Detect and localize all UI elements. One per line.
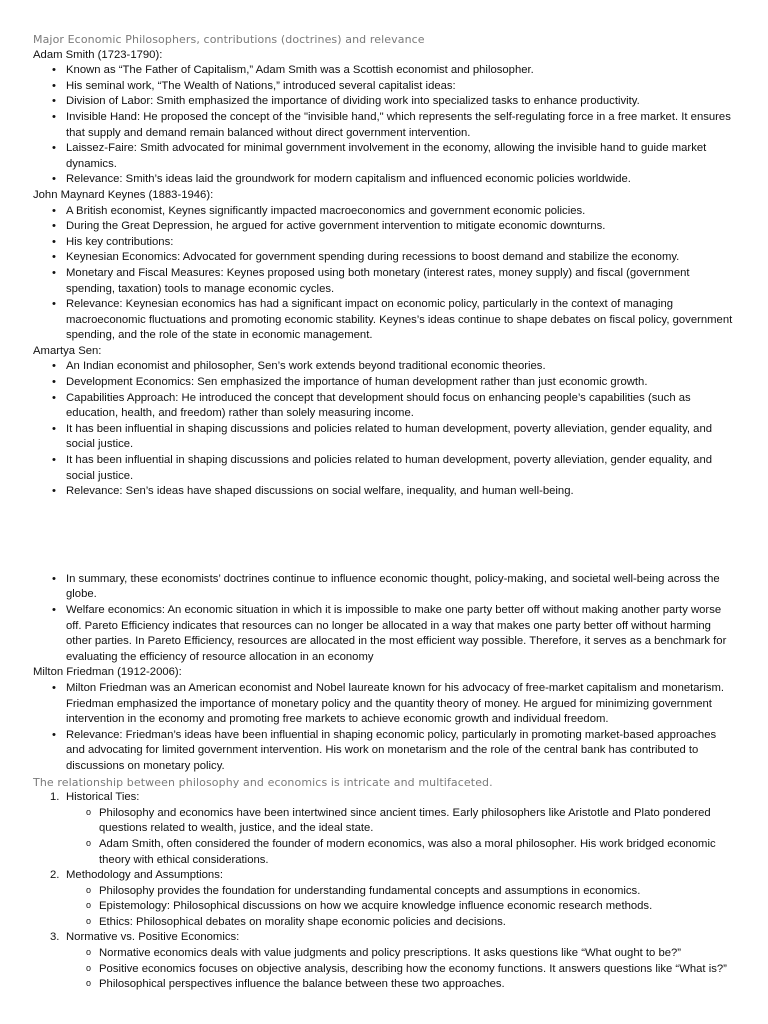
numbered-item-normative-positive: [50, 930, 733, 992]
numbered-item-historical-ties: [50, 790, 733, 868]
sub-list-item: o Ethics: Philosophical debates on morality shape economic policies and decisions.: [99, 915, 733, 931]
item-title: Historical Ties:: [66, 791, 140, 804]
summary-bullet-list: [33, 572, 733, 666]
item-number: 3.: [50, 931, 60, 944]
section-heading-relationship: The relationship between philosophy and economics is intricate and multifaceted.: [33, 775, 493, 789]
document-page: [33, 32, 733, 993]
item-title: Normative vs. Positive Economics:: [66, 931, 240, 944]
sub-list: [66, 946, 733, 993]
list-item: • It has been influential in shaping discussions and policies related to human development, poverty alleviation, gender equality, and social justice.: [66, 453, 733, 484]
list-item: • Invisible Hand: He proposed the concept of the "invisible hand," which represents the self-regulating force in a free market. It ensures that supply and demand remain balanced without direct government intervention.: [66, 110, 733, 141]
list-item: • Welfare economics: An economic situation in which it is impossible to make one party better off without making another party worse off. Pareto Efficiency indicates that resources can no longer be allocated in a way that makes one party better off without harming other parties. In Pareto Efficiency, resources are allocated in the most efficient way possible. Therefore, it serves as a benchmark for evaluating the efficiency of resource allocation in an economy: [66, 603, 733, 665]
smith-bullet-list: [33, 63, 733, 188]
philosopher-name-friedman: Milton Friedman (1912-2006):: [33, 666, 182, 679]
list-item: • Relevance: Friedman’s ideas have been influential in shaping economic policy, particularly in promoting market-based approaches and advocating for limited government intervention. His work on monetarism and the role of the central bank has contributed to discussions on monetary policy.: [66, 728, 733, 775]
list-item: • An Indian economist and philosopher, Sen’s work extends beyond traditional economic theories.: [66, 359, 733, 375]
sub-list-item: o Positive economics focuses on objective analysis, describing how the economy functions. It answers questions like “What is?”: [99, 962, 733, 978]
list-item: • Relevance: Sen’s ideas have shaped discussions on social welfare, inequality, and human well-being.: [66, 484, 733, 500]
sub-list-item: o Philosophy provides the foundation for understanding fundamental concepts and assumptions in economics.: [99, 884, 733, 900]
item-number: 2.: [50, 869, 60, 882]
list-item: • Relevance: Keynesian economics has had a significant impact on economic policy, particularly in the context of managing macroeconomic fluctuations and promoting economic stability. Keynes’s ideas continue to shape debates on fiscal policy, government spending, and the role of the state in economic management.: [66, 297, 733, 344]
list-item: • Division of Labor: Smith emphasized the importance of dividing work into specialized tasks to enhance productivity.: [66, 94, 733, 110]
list-item: • His key contributions:: [66, 235, 733, 251]
sub-list: [66, 884, 733, 931]
sen-bullet-list: [33, 359, 733, 499]
sub-list-item: o Normative economics deals with value judgments and policy prescriptions. It asks questions like “What ought to be?”: [99, 946, 733, 962]
friedman-bullet-list: [33, 681, 733, 775]
keynes-bullet-list: [33, 204, 733, 344]
list-item: • During the Great Depression, he argued for active government intervention to mitigate economic downturns.: [66, 219, 733, 235]
list-item: • Development Economics: Sen emphasized the importance of human development rather than just economic growth.: [66, 375, 733, 391]
philosopher-name-sen: Amartya Sen:: [33, 344, 102, 357]
item-number: 1.: [50, 791, 60, 804]
list-item: • It has been influential in shaping discussions and policies related to human development, poverty alleviation, gender equality, and social justice.: [66, 422, 733, 453]
sub-list-item: o Adam Smith, often considered the founder of modern economics, was also a moral philosopher. His work bridged economic theory with ethical considerations.: [99, 837, 733, 868]
sub-list-item: o Epistemology: Philosophical discussions on how we acquire knowledge influence economic research methods.: [99, 899, 733, 915]
numbered-item-methodology: [50, 868, 733, 930]
sub-list-item: o Philosophy and economics have been intertwined since ancient times. Early philosophers like Aristotle and Plato pondered questions related to wealth, justice, and the ideal state.: [99, 806, 733, 837]
sub-list-item: o Philosophical perspectives influence the balance between these two approaches.: [99, 977, 733, 993]
list-item: • Relevance: Smith’s ideas laid the groundwork for modern capitalism and influenced economic policies worldwide.: [66, 172, 733, 188]
relationship-numbered-list: [33, 790, 733, 993]
list-item: • Laissez-Faire: Smith advocated for minimal government involvement in the economy, allowing the invisible hand to guide market dynamics.: [66, 141, 733, 172]
list-item: • Known as “The Father of Capitalism,” Adam Smith was a Scottish economist and philosopher.: [66, 63, 733, 79]
list-item: • Capabilities Approach: He introduced the concept that development should focus on enhancing people’s capabilities (such as education, health, and freedom) rather than solely measuring income.: [66, 391, 733, 422]
list-item: • Milton Friedman was an American economist and Nobel laureate known for his advocacy of free-market capitalism and monetarism. Friedman emphasized the importance of monetary policy and the quantity theory of money. He argued for minimizing government intervention in the economy and promoting free markets to achieve economic growth and individual freedom.: [66, 681, 733, 728]
list-item: • Monetary and Fiscal Measures: Keynes proposed using both monetary (interest rates, money supply) and fiscal (government spending, taxation) tools to manage economic cycles.: [66, 266, 733, 297]
list-item: • Keynesian Economics: Advocated for government spending during recessions to boost demand and stabilize the economy.: [66, 250, 733, 266]
item-title: Methodology and Assumptions:: [66, 869, 223, 882]
philosopher-name-smith: Adam Smith (1723-1790):: [33, 48, 163, 61]
blank-space: [33, 500, 733, 572]
list-item: • A British economist, Keynes significantly impacted macroeconomics and government economic policies.: [66, 204, 733, 220]
sub-list: [66, 806, 733, 868]
philosopher-name-keynes: John Maynard Keynes (1883-1946):: [33, 188, 214, 201]
list-item: • In summary, these economists’ doctrines continue to influence economic thought, policy-making, and societal well-being across the globe.: [66, 572, 733, 603]
section-heading-philosophers: Major Economic Philosophers, contributions (doctrines) and relevance: [33, 33, 425, 46]
list-item: • His seminal work, “The Wealth of Nations,” introduced several capitalist ideas:: [66, 79, 733, 95]
